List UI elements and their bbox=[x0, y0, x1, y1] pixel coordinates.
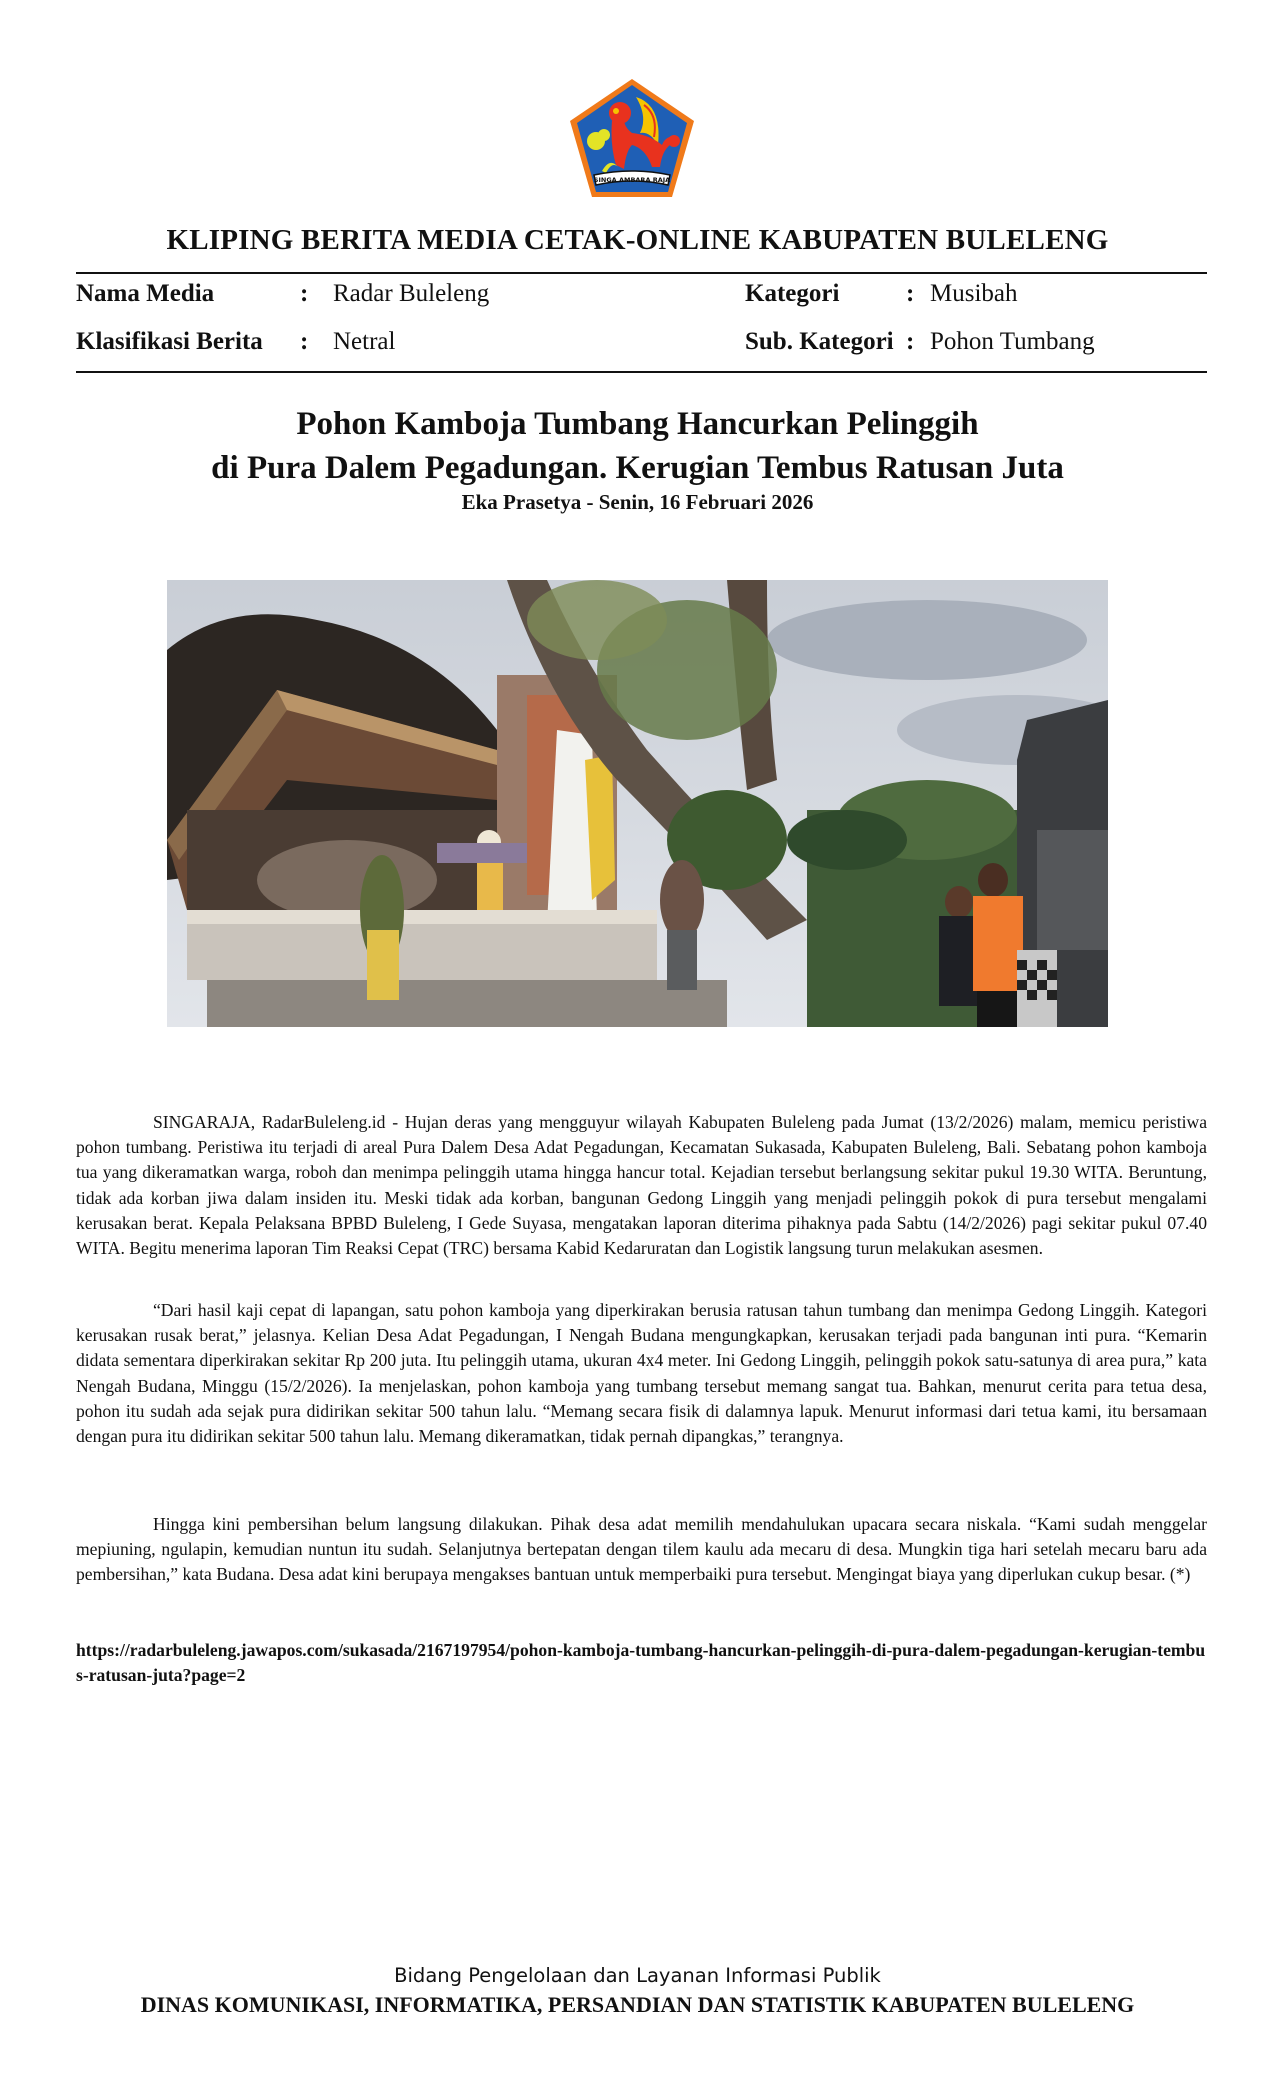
header-divider-bottom bbox=[76, 371, 1207, 373]
document-title: KLIPING BERITA MEDIA CETAK-ONLINE KABUPATEN BULELENG bbox=[166, 224, 1109, 256]
meta-label: Klasifikasi Berita bbox=[76, 328, 263, 355]
lion-crest-icon bbox=[566, 75, 698, 201]
footer-agency: DINAS KOMUNIKASI, INFORMATIKA, PERSANDIAN DAN STATISTIK KABUPATEN BULELENG bbox=[140, 1992, 1135, 2017]
meta-label: Kategori bbox=[745, 280, 840, 307]
article-headline-line2: di Pura Dalem Pegadungan. Kerugian Tembus Ratusan Juta bbox=[211, 450, 1064, 486]
fallen-tree-temple-photo bbox=[167, 580, 1108, 1027]
meta-value: Radar Buleleng bbox=[333, 280, 490, 307]
paragraph-text: Hingga kini pembersihan belum langsung dilakukan. Pihak desa adat memilih mendahulukan upacara secara niskala. “Kami sudah menggelar mepiuning, ngulapin, kemudian nuntun itu sudah. Selanjutnya bertepatan dengan tilem kaulu ada mecaru di desa. Mungkin tiga hari setelah mecaru baru ada pembersihan,” kata Budana. Desa adat kini berupaya mengakses bantuan untuk memperbaiki pura tersebut. Mengingat biaya yang diperlukan cukup besar. (*) bbox=[76, 1514, 1207, 1585]
meta-label: Sub. Kategori bbox=[745, 328, 894, 355]
meta-value: Netral bbox=[333, 328, 396, 355]
meta-colon: : bbox=[300, 280, 309, 307]
source-url-link[interactable]: https://radarbuleleng.jawapos.com/sukasada/2167197954/pohon-kamboja-tumbang-hancurkan-pelinggih-di-pura-dalem-pegadungan-kerugian-tembus-ratusan-juta?page=2 bbox=[76, 1640, 1206, 1685]
paragraph-text: SINGARAJA, RadarBuleleng.id - Hujan deras yang mengguyur wilayah Kabupaten Buleleng pada Jumat (13/2/2026) malam, memicu peristiwa pohon tumbang. Peristiwa itu terjadi di areal Pura Dalem Desa Adat Pegadungan, Kecamatan Sukasada, Kabupaten Buleleng, Bali. Sebatang pohon kamboja tua yang dikeramatkan warga, roboh dan menimpa pelinggih utama hingga hancur total. Kejadian tersebut berlangsung sekitar pukul 19.30 WITA. Beruntung, tidak ada korban jiwa dalam insiden itu. Meski tidak ada korban, bangunan Gedong Linggih yang menjadi pelinggih pokok di pura tersebut mengalami kerusakan berat. Kepala Pelaksana BPBD Buleleng, I Gede Suyasa, mengatakan laporan diterima pihaknya pada Sabtu (14/2/2026) pagi sekitar pukul 07.40 WITA. Begitu menerima laporan Tim Reaksi Cepat (TRC) bersama Kabid Kedaruratan dan Logistik langsung turun melakukan asesmen. bbox=[76, 1112, 1207, 1259]
meta-colon: : bbox=[906, 280, 915, 307]
header-divider-top bbox=[76, 272, 1207, 274]
article-headline-line1: Pohon Kamboja Tumbang Hancurkan Pelinggih bbox=[296, 406, 979, 442]
meta-colon: : bbox=[300, 328, 309, 355]
meta-value: Pohon Tumbang bbox=[930, 328, 1095, 355]
meta-label: Nama Media bbox=[76, 280, 215, 307]
regency-crest-logo bbox=[566, 75, 698, 201]
footer-department: Bidang Pengelolaan dan Layanan Informasi Publik bbox=[394, 1964, 881, 1987]
meta-value: Musibah bbox=[930, 280, 1018, 307]
svg-text:SINGA AMBARA RAJA: SINGA AMBARA RAJA bbox=[593, 176, 671, 184]
article-photo bbox=[167, 580, 1108, 1027]
article-paragraph-1 bbox=[76, 1110, 1207, 1261]
paragraph-text: “Dari hasil kaji cepat di lapangan, satu pohon kamboja yang diperkirakan berusia ratusan tahun tumbang dan menimpa Gedong Linggih. Kategori kerusakan rusak berat,” jelasnya. Kelian Desa Adat Pegadungan, I Nengah Budana mengungkapkan, kerusakan terjadi pada bangunan inti pura. “Kemarin didata sementara diperkirakan sekitar Rp 200 juta. Itu pelinggih utama, ukuran 4x4 meter. Ini Gedong Linggih, pelinggih pokok satu-satunya di area pura,” kata Nengah Budana, Minggu (15/2/2026). Ia menjelaskan, pohon kamboja yang tumbang tersebut memang sangat tua. Bahkan, menurut cerita para tetua desa, pohon itu sudah ada sejak pura didirikan sekitar 500 tahun lalu. “Memang secara fisik di dalamnya lapuk. Menurut informasi dari tetua kami, itu bersamaan dengan pura itu didirikan sekitar 500 tahun lalu. Memang dikeramatkan, tidak pernah dipangkas,” terangnya. bbox=[76, 1300, 1207, 1447]
article-paragraph-3 bbox=[76, 1512, 1207, 1588]
article-paragraph-2 bbox=[76, 1298, 1207, 1449]
meta-colon: : bbox=[906, 328, 915, 355]
article-byline: Eka Prasetya - Senin, 16 Februari 2026 bbox=[461, 490, 814, 514]
